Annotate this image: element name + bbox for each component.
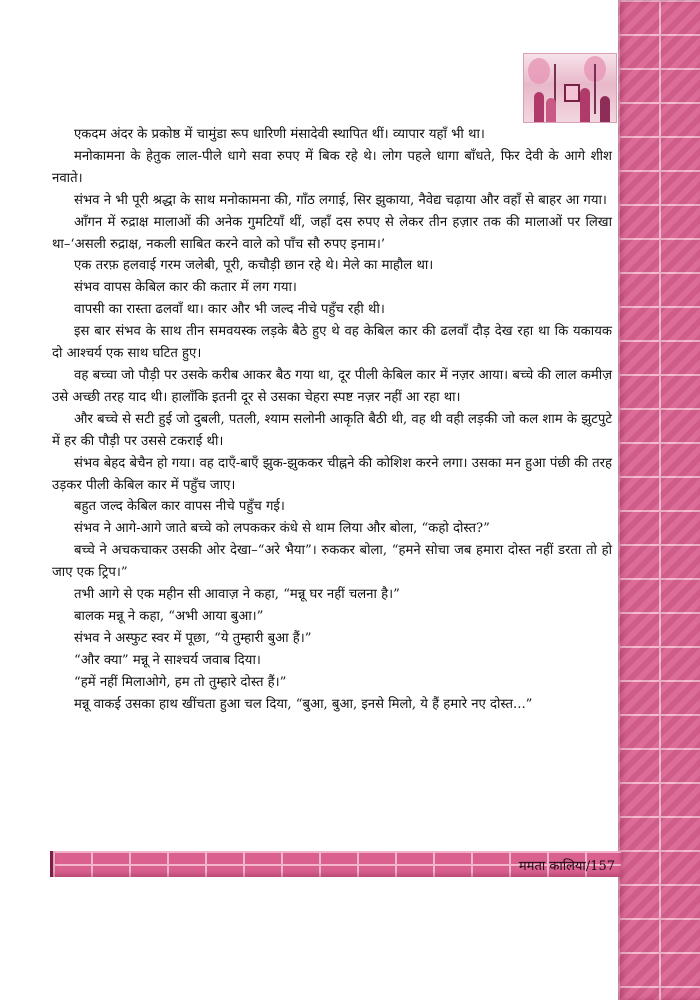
paragraph: इस बार संभव के साथ तीन समवयस्क लड़के बैठे हुए थे वह केबिल कार की ढलवाँ दौड़ देख रहा था कि यकायक दो आश्चर्य एक साथ घटित हुए।	[52, 324, 612, 362]
paragraph: एक तरफ़ हलवाई गरम जलेबी, पूरी, कचौड़ी छान रहे थे। मेले का माहौल था।	[74, 258, 434, 274]
footer-bar	[50, 851, 621, 877]
decorative-brick-column	[618, 0, 700, 1000]
paragraph: बालक मन्नू ने कहा, “अभी आया बुआ।”	[74, 608, 264, 624]
paragraph: तभी आगे से एक महीन सी आवाज़ ने कहा, “मन्नू घर नहीं चलना है।”	[74, 587, 400, 603]
paragraph: मन्नू वाकई उसका हाथ खींचता हुआ चल दिया, “बुआ, बुआ, इनसे मिलो, ये हैं हमारे नए दोस्त...”	[74, 696, 533, 712]
paragraph: संभव वापस केबिल कार की कतार में लग गया।	[74, 280, 297, 296]
paragraph: और बच्चे से सटी हुई जो दुबली, पतली, श्याम सलोनी आकृति बैठी थी, वह थी वही लड़की जो कल शाम के झुटपुटे में हर की पौड़ी पर उससे टकराई थी।	[52, 411, 612, 449]
paragraph: “और क्या” मन्नू ने साश्चर्य जवाब दिया।	[74, 652, 261, 668]
author-page-number: ममता कालिया/157	[518, 859, 615, 874]
paragraph: आँगन में रुद्राक्ष मालाओं की अनेक गुमटियाँ थीं, जहाँ दस रुपए से लेकर तीन हज़ार तक की मालाओं पर लिखा था–‘असली रुद्राक्ष, नकली साबित करने वाले को पाँच सौ रुपए इनाम।’	[52, 214, 612, 252]
paragraph: संभव बेहद बेचैन हो गया। वह दाएँ-बाएँ झुक-झुककर चीह्नने की कोशिश करने लगा। उसका मन हुआ पंछी की तरह उड़कर पीली केबिल कार में पहुँच जाए।	[52, 455, 612, 493]
paragraph: संभव ने भी पूरी श्रद्धा के साथ मनोकामना की, गाँठ लगाई, सिर झुकाया, नैवेद्य चढ़ाया और वहाँ से बाहर आ गया।	[74, 192, 607, 208]
paragraph: बहुत जल्द केबिल कार वापस नीचे पहुँच गई।	[74, 499, 285, 515]
paragraph: एकदम अंदर के प्रकोष्ठ में चामुंडा रूप धारिणी मंसादेवी स्थापित थीं। व्यापार यहाँ भी था।	[74, 127, 485, 142]
paragraph: वह बच्चा जो पौड़ी पर उसके करीब आकर बैठ गया था, दूर पीली केबिल कार में नज़र आया। बच्चे की लाल कमीज़ उसे अच्छी तरह याद थी। हालाँकि इतनी दूर से उसका चेहरा स्पष्ट नज़र नहीं आ रहा था।	[52, 367, 612, 405]
paragraph: संभव ने आगे-आगे जाते बच्चे को लपककर कंधे से थाम लिया और बोला, “कहो दोस्त?”	[74, 521, 490, 537]
temple-scene-illustration	[523, 53, 617, 123]
paragraph: बच्चे ने अचकचाकर उसकी ओर देखा–“अरे भैया”। रुककर बोला, “हमने सोचा जब हमारा दोस्त नहीं डरता तो हो जाए एक ट्रिप।”	[52, 543, 612, 581]
paragraph: मनोकामना के हेतुक लाल-पीले धागे सवा रुपए में बिक रहे थे। लोग पहले धागा बाँधते, फिर देवी के आगे शीश नवाते।	[52, 148, 612, 186]
paragraph: वापसी का रास्ता ढलवाँ था। कार और भी जल्द नीचे पहुँच रही थी।	[74, 302, 385, 318]
paragraph: “हमें नहीं मिलाओगे, हम तो तुम्हारे दोस्त हैं।”	[74, 674, 287, 690]
paragraph: संभव ने अस्फुट स्वर में पूछा, “ये तुम्हारी बुआ हैं।”	[74, 630, 312, 646]
story-text	[52, 124, 612, 715]
